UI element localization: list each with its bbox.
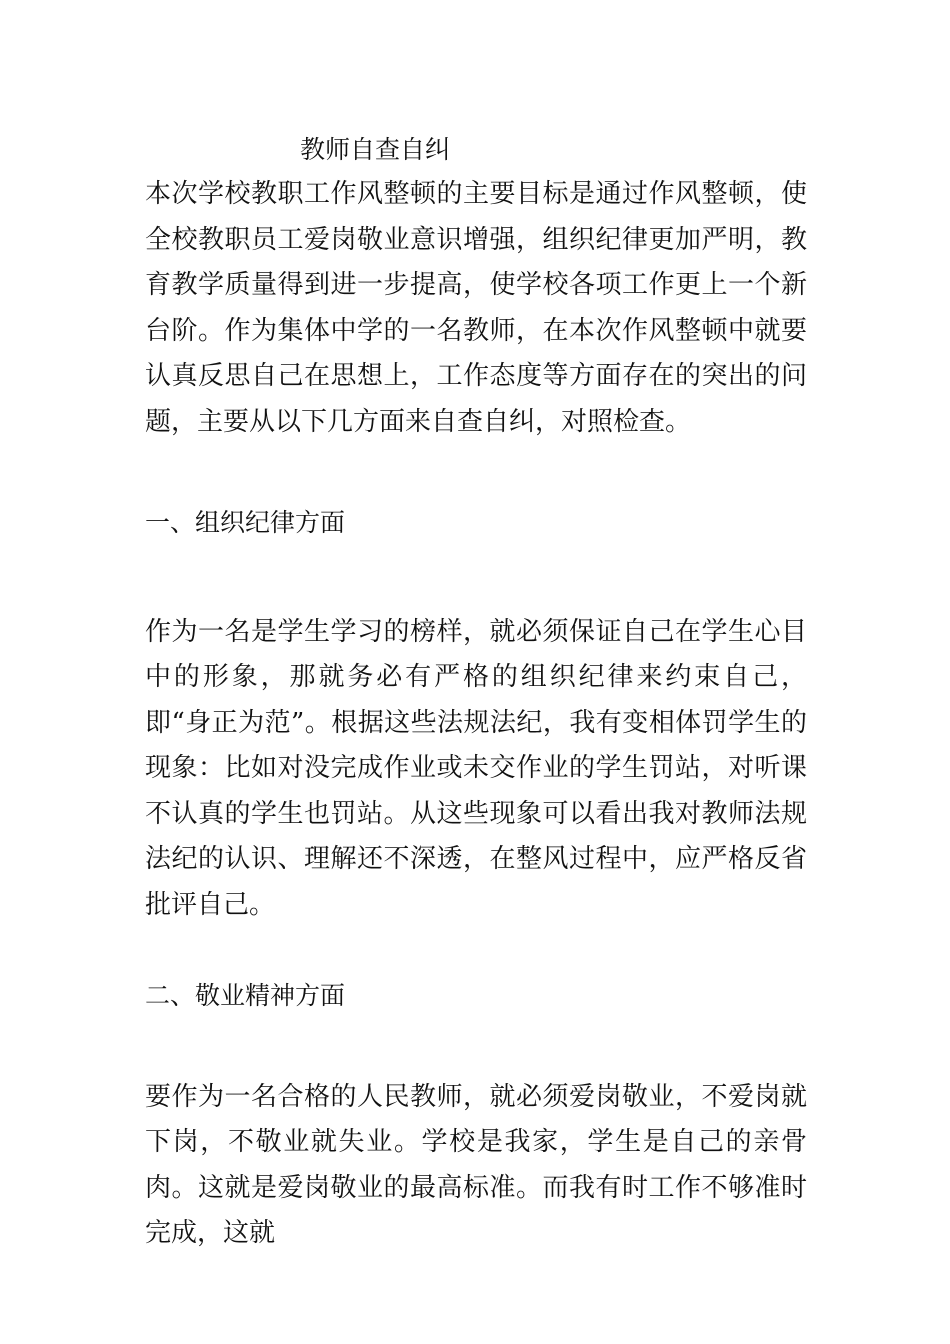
spacer [145,445,807,500]
document-body [145,128,807,1257]
spacer [145,928,807,973]
section-heading-discipline: 一、组织纪律方面 [145,508,346,537]
section-body-dedication: 要作为一名合格的人民教师，就必须爱岗敬业，不爱岗就下岗，不敬业就失业。学校是我家，学生是自己的亲骨肉。这就是爱岗敬业的最高标准。而我有时工作不够准时完成，这就 [145,1081,807,1248]
spacer [145,546,807,610]
section-body-discipline: 作为一名是学生学习的榜样，就必须保证自己在学生心目中的形象，那就务必有严格的组织纪律来约束自己，即“身正为范”。根据这些法规法纪，我有变相体罚学生的现象：比如对没完成作业或未交作业的学生罚站，对听课不认真的学生也罚站。从这些现象可以看出我对教师法规法纪的认识、理解还不深透，在整风过程中，应严格反省批评自己。 [145,616,807,920]
document-title: 教师自查自纠 [300,135,451,164]
spacer [145,1019,807,1075]
section-heading-dedication: 二、敬业精神方面 [145,981,346,1010]
intro-paragraph: 本次学校教职工作风整顿的主要目标是通过作风整顿，使全校教职员工爱岗敬业意识增强，组织纪律更加严明，教育教学质量得到进一步提高，使学校各项工作更上一个新台阶。作为集体中学的一名教师，在本次作风整顿中就要认真反思自己在思想上，工作态度等方面存在的突出的问题，主要从以下几方面来自查自纠，对照检查。 [145,179,807,437]
